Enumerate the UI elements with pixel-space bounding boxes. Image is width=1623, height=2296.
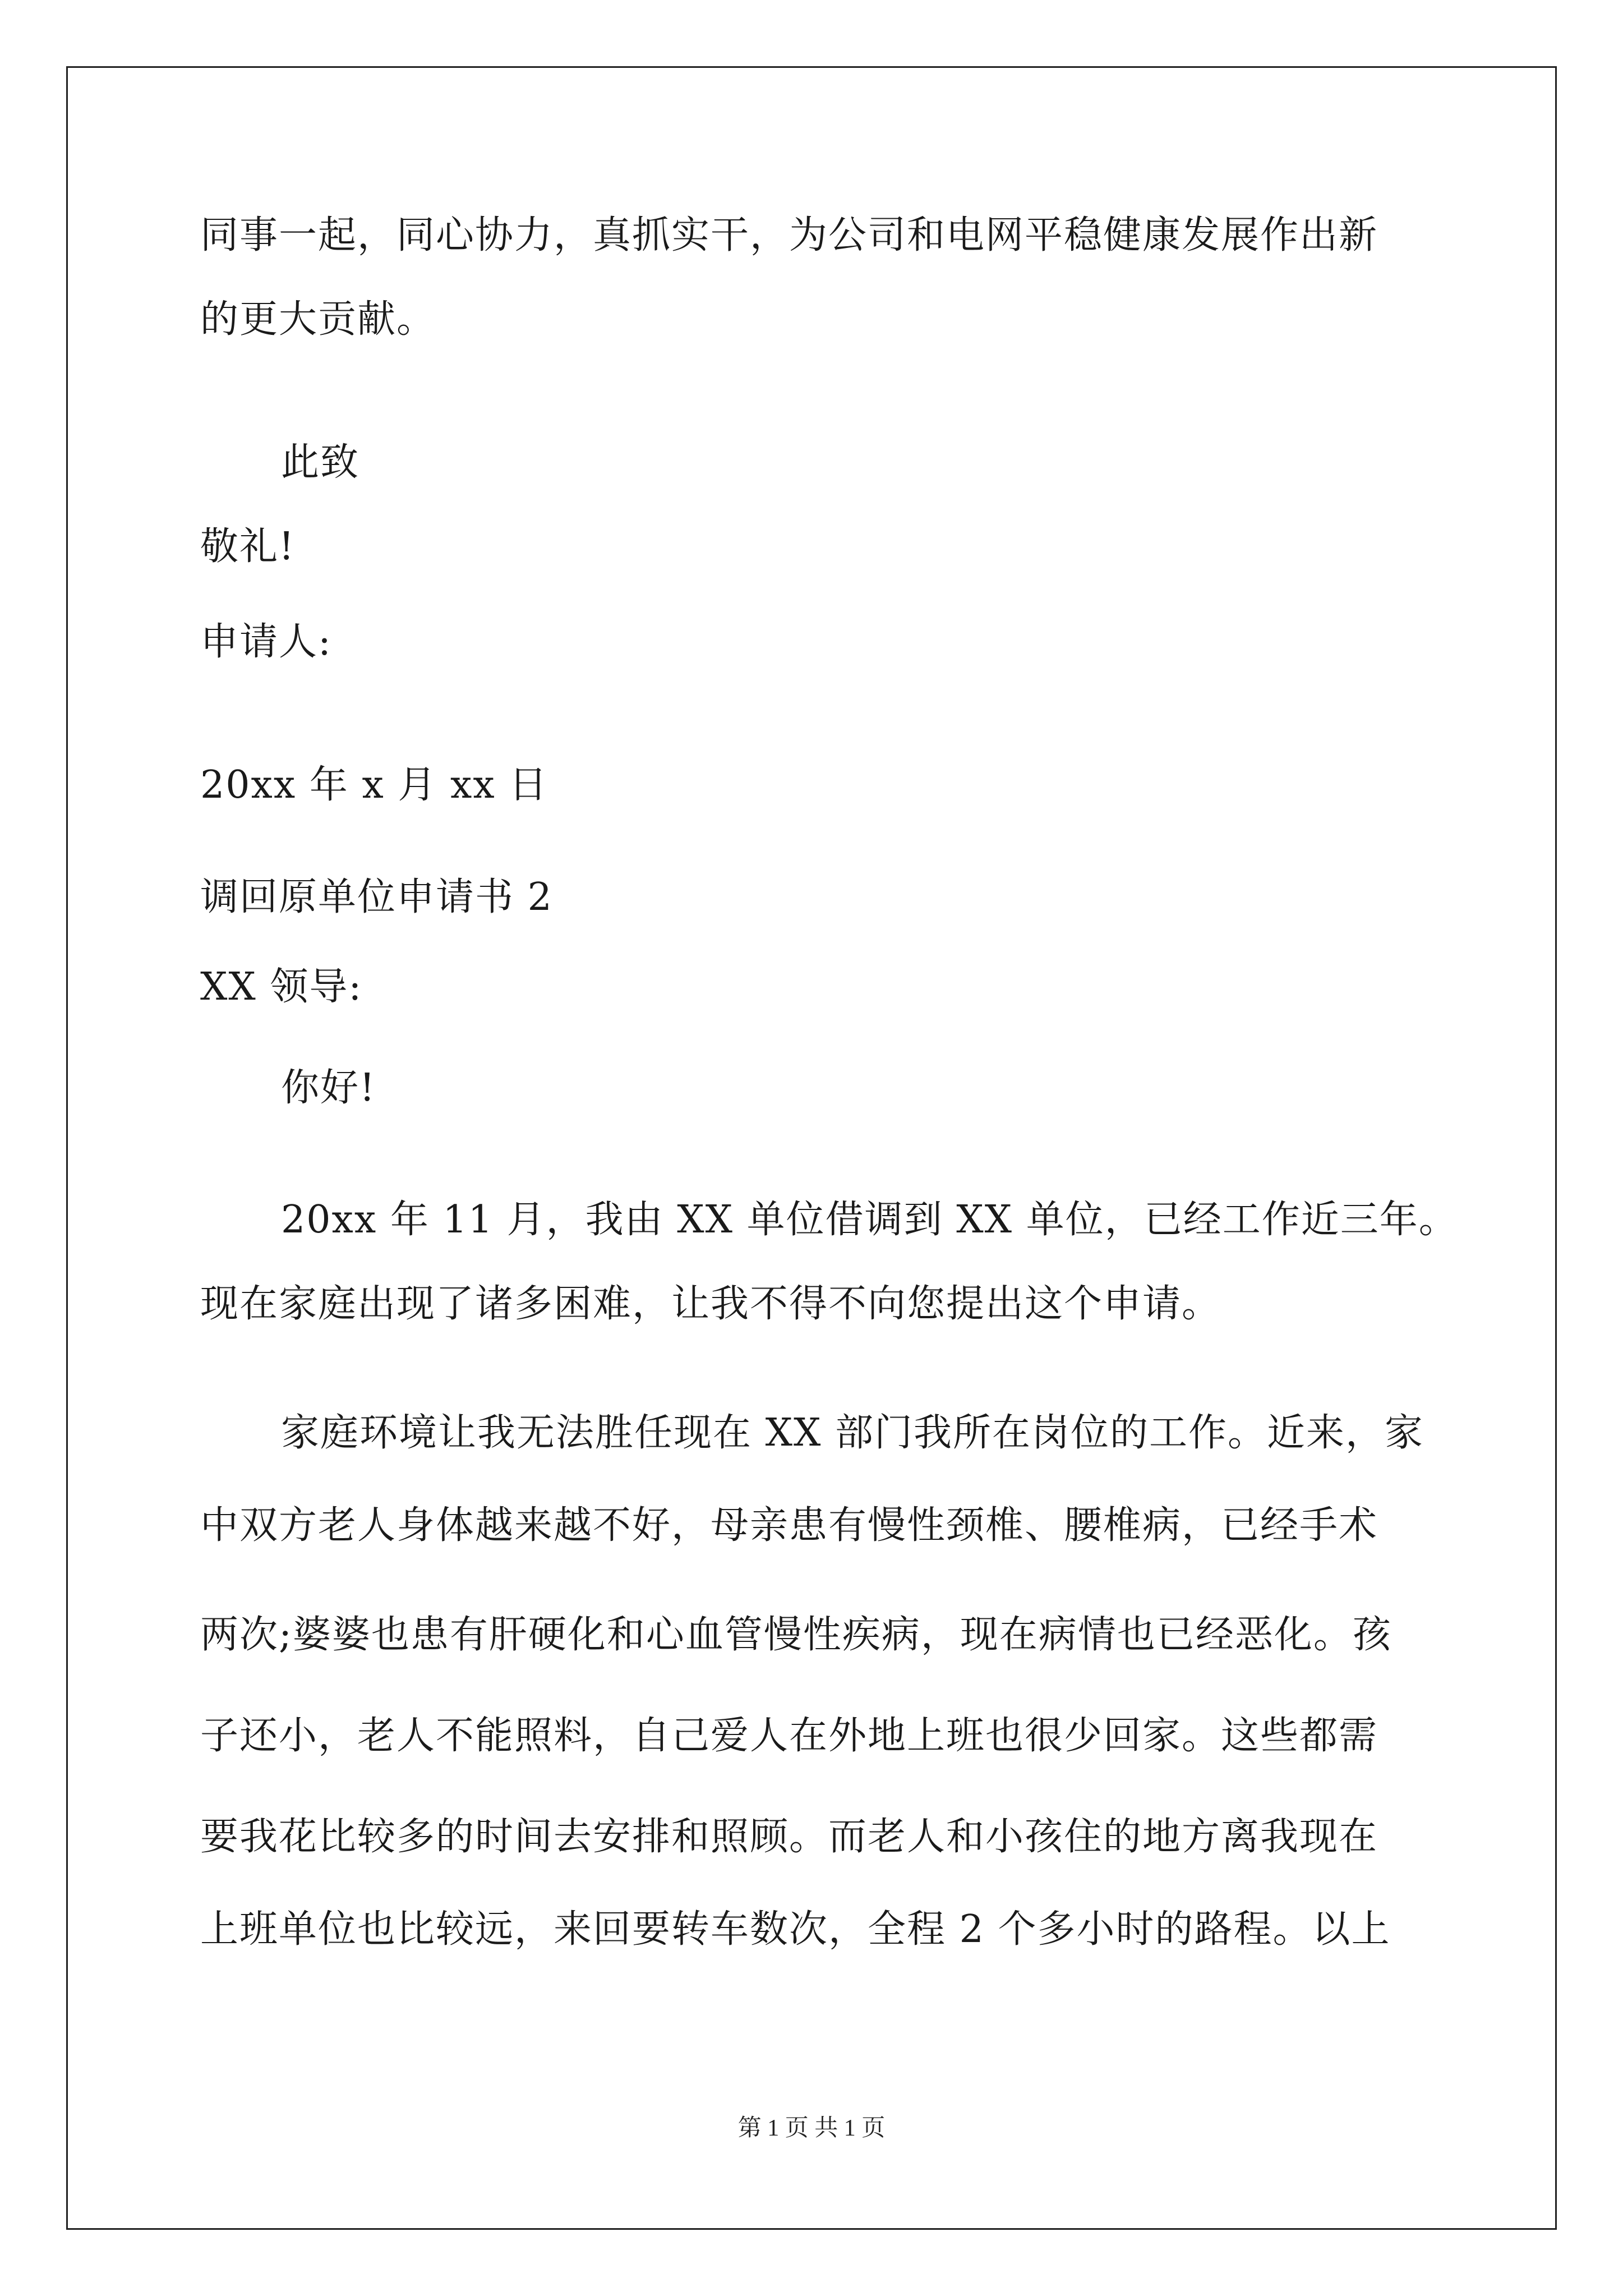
text-line: 子还小，老人不能照料，自己爱人在外地上班也很少回家。这些都需 <box>200 1714 1378 1758</box>
text-line: 上班单位也比较远，来回要转车数次，全程 2 个多小时的路程。以上 <box>200 1907 1391 1952</box>
text-line: 中双方老人身体越来越不好，母亲患有慢性颈椎、腰椎病，已经手术 <box>200 1503 1378 1548</box>
text-line: 的更大贡献。 <box>200 297 436 342</box>
text-line: 20xx 年 11 月，我由 XX 单位借调到 XX 单位，已经工作近三年。 <box>281 1198 1458 1242</box>
text-line-recipient: XX 领导: <box>200 965 363 1009</box>
text-line-salutation: 敬礼! <box>200 524 296 569</box>
text-line: 现在家庭出现了诸多困难，让我不得不向您提出这个申请。 <box>200 1282 1221 1326</box>
page-footer: 第 1 页 共 1 页 <box>737 2115 886 2141</box>
section-title: 调回原单位申请书 2 <box>200 875 553 919</box>
text-line: 要我花比较多的时间去安排和照顾。而老人和小孩住的地方离我现在 <box>200 1815 1378 1859</box>
text-line: 同事一起，同心协力，真抓实干，为公司和电网平稳健康发展作出新 <box>200 213 1378 257</box>
text-line-applicant: 申请人: <box>200 620 332 664</box>
text-line-closing: 此致 <box>281 440 360 485</box>
text-line-date: 20xx 年 x 月 xx 日 <box>200 763 548 807</box>
page-border <box>66 66 1557 2230</box>
text-line-greeting: 你好! <box>281 1066 376 1110</box>
text-line: 家庭环境让我无法胜任现在 XX 部门我所在岗位的工作。近来，家 <box>281 1411 1424 1455</box>
text-line: 两次;婆婆也患有肝硬化和心血管慢性疾病，现在病情也已经恶化。孩 <box>200 1613 1392 1657</box>
